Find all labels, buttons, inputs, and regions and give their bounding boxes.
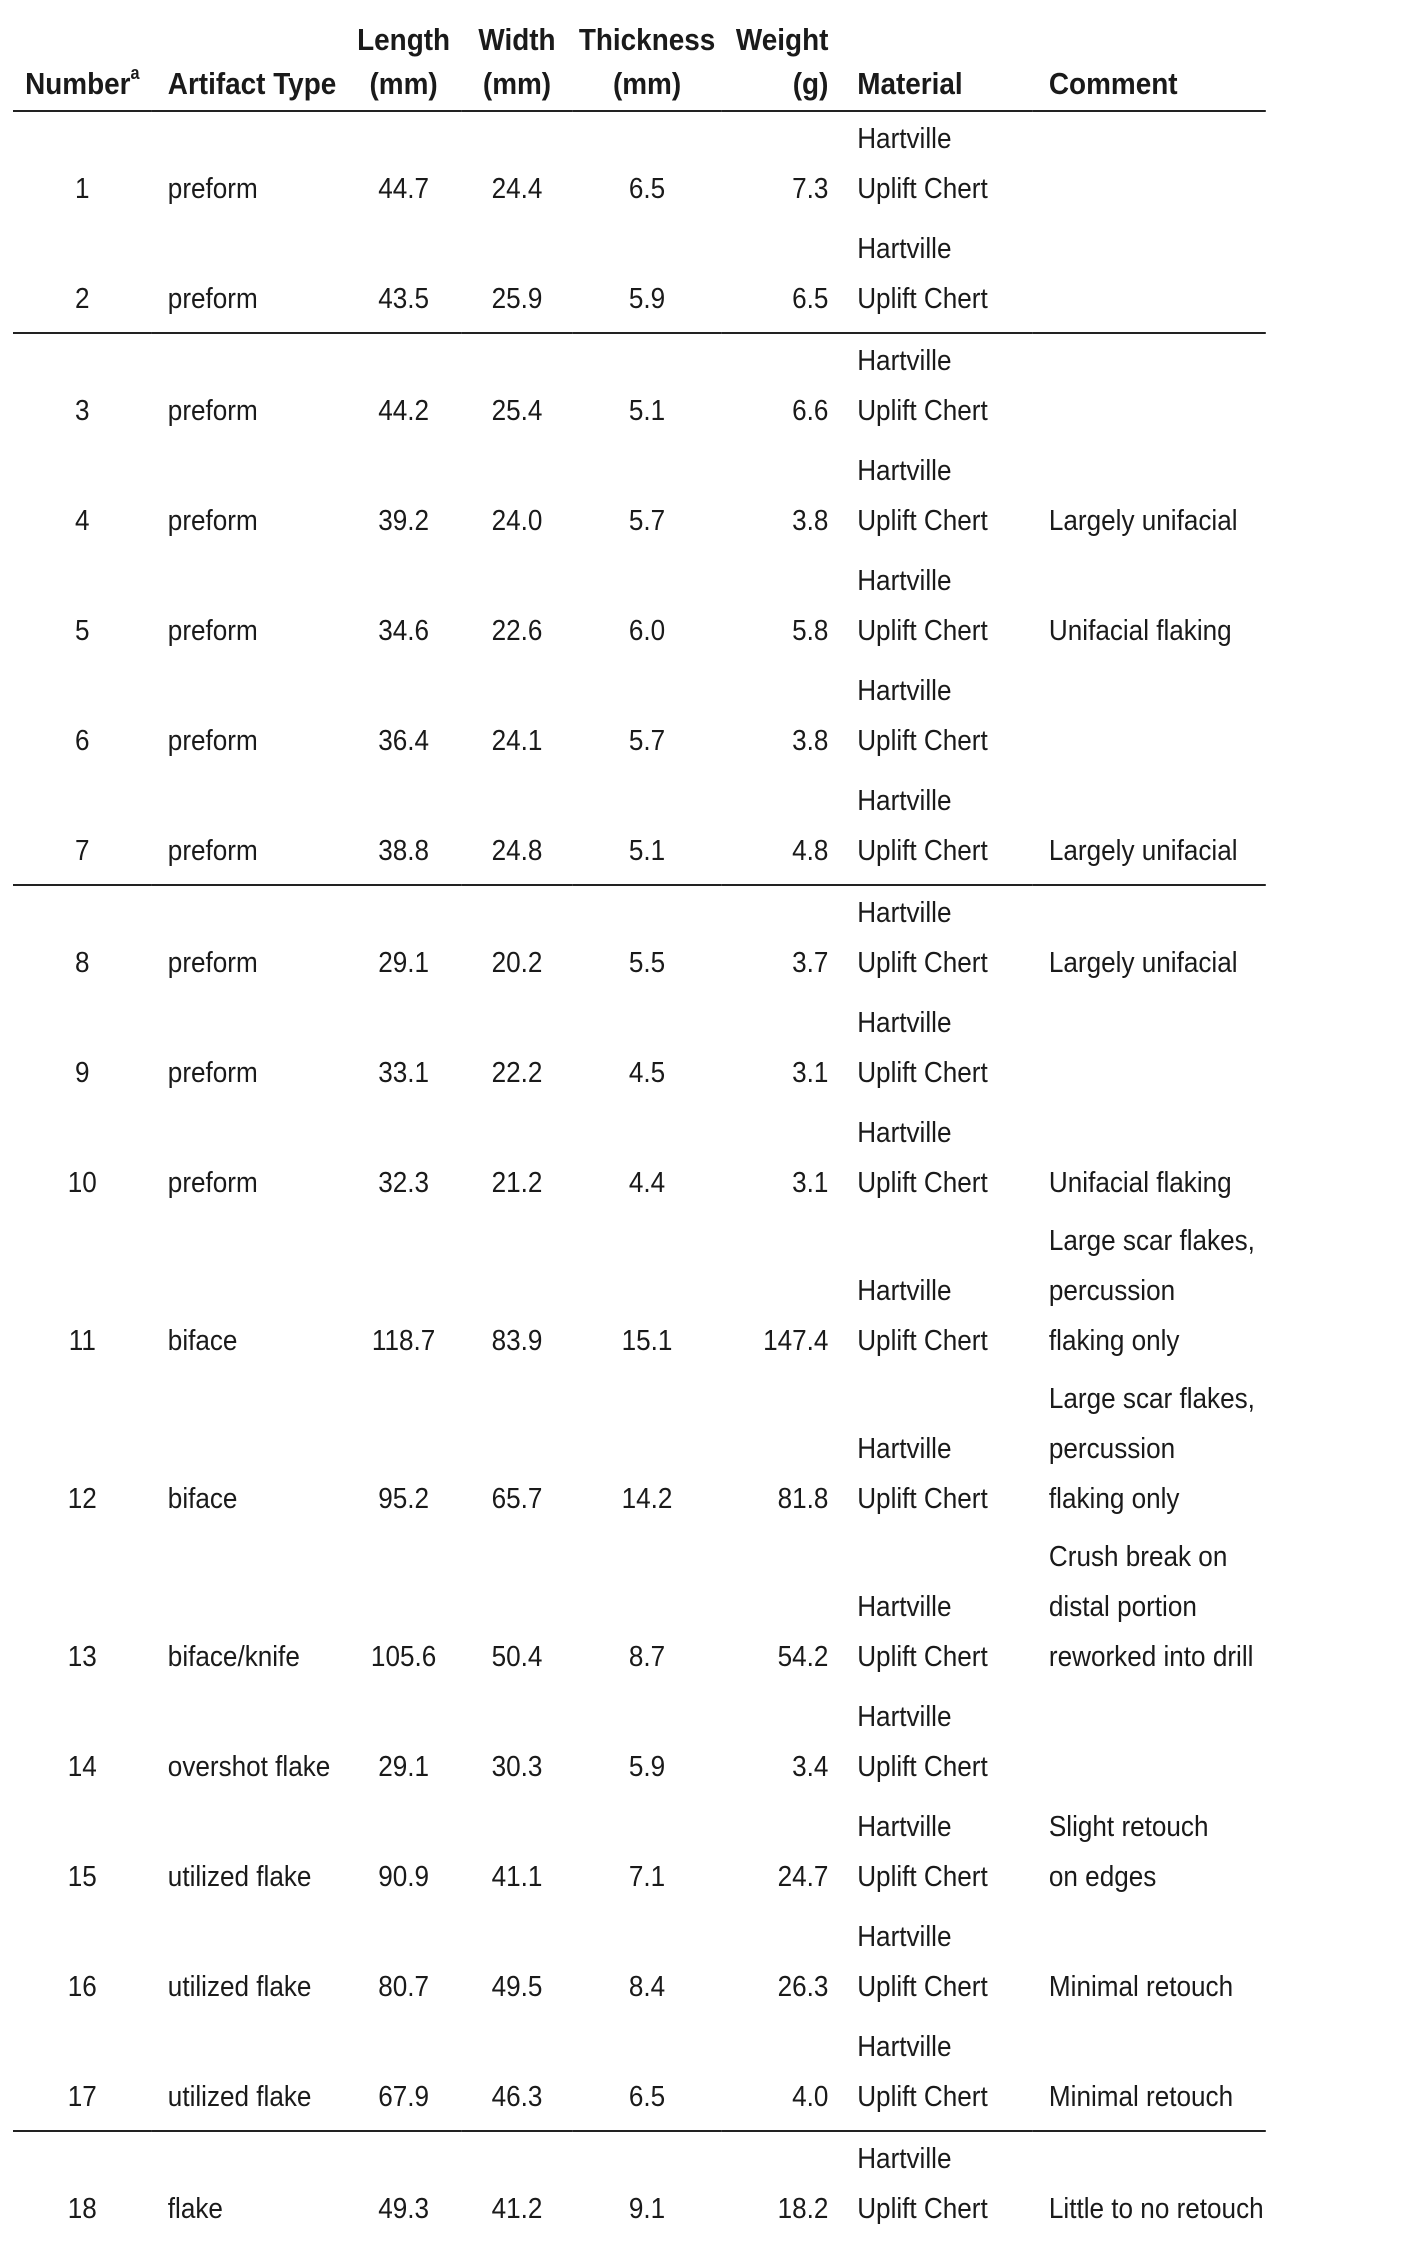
cell-thickness: 8.4: [628, 1971, 666, 2003]
cell-material: [841, 1690, 1033, 1800]
cell-number: 8: [75, 947, 90, 979]
material-line: Hartville: [857, 455, 952, 487]
cell-material: [841, 333, 1033, 444]
table-row: [13, 1690, 1266, 1800]
cell-artifact-type: biface/knife: [167, 1641, 300, 1673]
cell-weight: 18.2: [777, 2193, 829, 2225]
cell-comment: [1033, 111, 1266, 222]
cell-width: 24.0: [491, 505, 543, 537]
comment-line: Unifacial flaking: [1048, 615, 1232, 647]
cell-thickness: 5.9: [573, 222, 722, 333]
footnote-marker: a: [130, 62, 140, 83]
cell-comment: [1033, 222, 1266, 333]
cell-width: 22.6: [491, 615, 543, 647]
cell-width: 46.3: [461, 2020, 573, 2131]
cell-width: 22.2: [491, 1057, 543, 1089]
material-line: Uplift Chert: [857, 173, 988, 205]
table-row: [13, 2131, 1266, 2242]
material-line: Uplift Chert: [857, 725, 988, 757]
table-row: [13, 1216, 1266, 1374]
comment-line: Largely unifacial: [1048, 835, 1238, 867]
table-row: [13, 664, 1266, 774]
cell-number: 6: [75, 725, 90, 757]
header-artifact-type: Artifact Type: [152, 18, 346, 111]
cell-weight: 3.8: [792, 725, 829, 757]
table-row: [13, 2020, 1266, 2131]
material-line: Uplift Chert: [857, 835, 988, 867]
cell-weight: 147.4: [763, 1325, 829, 1357]
table-row: [13, 885, 1266, 996]
cell-artifact-type: utilized flake: [152, 2020, 346, 2131]
material-line: Hartville: [857, 233, 952, 265]
table-row: [13, 1800, 1266, 1910]
cell-material: [841, 996, 1033, 1106]
cell-width: 41.2: [491, 2193, 543, 2225]
cell-comment: [1033, 444, 1266, 554]
cell-weight: 3.7: [792, 947, 829, 979]
cell-weight: 3.1: [792, 1057, 829, 1089]
material-line: Hartville: [857, 565, 952, 597]
cell-material: [841, 1374, 1033, 1532]
material-line: Uplift Chert: [857, 2193, 988, 2225]
header-number: Number$^a$: [13, 18, 152, 111]
cell-comment: [1033, 774, 1266, 885]
cell-number: 10: [67, 1167, 97, 1199]
cell-comment: [1033, 554, 1266, 664]
cell-width: 49.5: [491, 1971, 543, 2003]
cell-comment: [1033, 2020, 1266, 2131]
table-row: [13, 996, 1266, 1106]
cell-material: [841, 1532, 1033, 1690]
cell-artifact-type: preform: [167, 947, 258, 979]
cell-artifact-type: preform: [167, 173, 258, 205]
material-line: Uplift Chert: [857, 1641, 988, 1673]
cell-comment: [1033, 1690, 1266, 1800]
material-line: Uplift Chert: [857, 395, 988, 427]
cell-comment: [1033, 1910, 1266, 2020]
cell-material: [841, 1106, 1033, 1216]
cell-thickness: 6.0: [628, 615, 666, 647]
cell-length: 33.1: [378, 1057, 429, 1089]
cell-thickness: 4.4: [628, 1167, 666, 1199]
material-line: Uplift Chert: [857, 1971, 988, 2003]
header-row: [13, 18, 1266, 111]
cell-number: 11: [68, 1325, 96, 1357]
cell-width: 30.3: [491, 1751, 543, 1783]
table-row: [13, 554, 1266, 664]
cell-thickness: 5.7: [628, 505, 666, 537]
cell-width: 20.2: [491, 947, 543, 979]
material-line: Hartville: [857, 1117, 952, 1149]
comment-line: Minimal retouch: [1048, 1971, 1234, 2003]
table-row: [13, 333, 1266, 444]
cell-material: [841, 111, 1033, 222]
material-line: Hartville: [857, 1007, 952, 1039]
material-line: Hartville: [857, 123, 952, 155]
comment-line: flaking only: [1048, 1325, 1180, 1357]
cell-artifact-type: preform: [167, 395, 258, 427]
cell-artifact-type: flake: [167, 2193, 223, 2225]
cell-weight: 4.8: [721, 774, 841, 885]
cell-thickness: 6.5: [573, 2020, 722, 2131]
material-line: Hartville: [857, 785, 952, 817]
cell-weight: 26.3: [777, 1971, 829, 2003]
table-row: [13, 1910, 1266, 2020]
table-body: [13, 111, 1266, 2242]
cell-material: [841, 554, 1033, 664]
cell-weight: 54.2: [777, 1641, 829, 1673]
cell-number: 3: [75, 395, 90, 427]
cell-thickness: 5.9: [628, 1751, 666, 1783]
cell-weight: 4.0: [721, 2020, 841, 2131]
cell-length: 29.1: [378, 947, 429, 979]
comment-line: Minimal retouch: [1048, 2081, 1234, 2113]
cell-material: [841, 885, 1033, 996]
cell-width: 24.4: [491, 173, 543, 205]
material-line: Uplift Chert: [857, 615, 988, 647]
cell-weight: 6.6: [792, 395, 829, 427]
comment-line: on edges: [1048, 1861, 1157, 1893]
material-line: Hartville: [857, 1275, 952, 1307]
material-line: Uplift Chert: [857, 947, 988, 979]
cell-width: 25.4: [491, 395, 543, 427]
cell-number: 13: [67, 1641, 97, 1673]
cell-length: 29.1: [378, 1751, 429, 1783]
comment-line: flaking only: [1048, 1483, 1180, 1515]
material-line: Uplift Chert: [857, 1861, 988, 1893]
cell-artifact-type: preform: [167, 615, 258, 647]
header-weight: Weight (g): [721, 18, 841, 111]
cell-width: 24.1: [491, 725, 543, 757]
cell-number: 2: [13, 222, 152, 333]
material-line: Uplift Chert: [857, 1057, 988, 1089]
cell-material: [841, 1800, 1033, 1910]
table-header: [13, 18, 1266, 111]
cell-length: 95.2: [378, 1483, 429, 1515]
comment-line: Large scar flakes,: [1048, 1383, 1255, 1415]
comment-line: reworked into drill: [1048, 1641, 1254, 1673]
table-row: [13, 1106, 1266, 1216]
cell-length: 43.5: [346, 222, 461, 333]
header-material: Material: [841, 18, 1033, 111]
cell-weight: 81.8: [777, 1483, 829, 1515]
cell-number: 7: [13, 774, 152, 885]
material-line: Hartville: [857, 2143, 952, 2175]
cell-thickness: 6.5: [628, 173, 666, 205]
cell-length: 105.6: [370, 1641, 437, 1673]
cell-length: 36.4: [378, 725, 429, 757]
cell-comment: [1033, 1374, 1266, 1532]
cell-thickness: 5.1: [573, 774, 722, 885]
comment-line: Crush break on: [1048, 1541, 1228, 1573]
cell-artifact-type: preform: [152, 774, 346, 885]
cell-material: [841, 2131, 1033, 2242]
cell-number: 14: [67, 1751, 97, 1783]
material-line: Uplift Chert: [857, 1325, 988, 1357]
cell-comment: [1033, 1216, 1266, 1374]
material-line: Hartville: [857, 1591, 952, 1623]
comment-line: distal portion: [1048, 1591, 1197, 1623]
cell-thickness: 8.7: [628, 1641, 666, 1673]
cell-length: 67.9: [346, 2020, 461, 2131]
cell-weight: 6.5: [721, 222, 841, 333]
table-row: [13, 1532, 1266, 1690]
cell-length: 49.3: [378, 2193, 429, 2225]
cell-width: 41.1: [491, 1861, 543, 1893]
cell-length: 90.9: [378, 1861, 429, 1893]
cell-length: 34.6: [378, 615, 429, 647]
cell-length: 39.2: [378, 505, 429, 537]
material-line: Hartville: [857, 2031, 952, 2063]
cell-length: 44.7: [378, 173, 429, 205]
comment-line: percussion: [1048, 1433, 1176, 1465]
comment-line: Slight retouch: [1048, 1811, 1209, 1843]
cell-width: 24.8: [461, 774, 573, 885]
cell-artifact-type: biface: [167, 1325, 238, 1357]
comment-line: Little to no retouch: [1048, 2193, 1264, 2225]
table-row: [13, 111, 1266, 222]
material-line: Uplift Chert: [857, 283, 988, 315]
material-line: Uplift Chert: [857, 505, 988, 537]
material-line: Uplift Chert: [857, 1483, 988, 1515]
material-line: Uplift Chert: [857, 1167, 988, 1199]
cell-width: 50.4: [491, 1641, 543, 1673]
cell-thickness: 5.5: [628, 947, 666, 979]
cell-length: 44.2: [378, 395, 429, 427]
material-line: Uplift Chert: [857, 1751, 988, 1783]
cell-artifact-type: preform: [167, 1167, 258, 1199]
cell-material: [841, 664, 1033, 774]
table-row: [13, 222, 1266, 333]
material-line: Hartville: [857, 1701, 952, 1733]
cell-number: 16: [67, 1971, 97, 2003]
cell-width: 65.7: [491, 1483, 543, 1515]
cell-thickness: 9.1: [628, 2193, 666, 2225]
comment-line: Unifacial flaking: [1048, 1167, 1232, 1199]
cell-artifact-type: preform: [167, 725, 258, 757]
cell-material: [841, 774, 1033, 885]
cell-comment: [1033, 996, 1266, 1106]
cell-thickness: 7.1: [628, 1861, 666, 1893]
comment-line: Large scar flakes,: [1048, 1225, 1255, 1257]
table-row: [13, 444, 1266, 554]
comment-line: Largely unifacial: [1048, 947, 1238, 979]
cell-material: [841, 2020, 1033, 2131]
cell-comment: [1033, 2131, 1266, 2242]
cell-width: 83.9: [491, 1325, 543, 1357]
cell-material: [841, 1910, 1033, 2020]
comment-line: percussion: [1048, 1275, 1176, 1307]
table-row: [13, 1374, 1266, 1532]
cell-length: 32.3: [378, 1167, 429, 1199]
material-line: Hartville: [857, 1921, 952, 1953]
cell-thickness: 5.1: [628, 395, 666, 427]
cell-number: 12: [67, 1483, 97, 1515]
cell-number: 15: [67, 1861, 97, 1893]
cell-weight: 7.3: [792, 173, 829, 205]
cell-material: [841, 222, 1033, 333]
cell-number: 5: [75, 615, 90, 647]
cell-artifact-type: preform: [167, 505, 258, 537]
cell-weight: 3.1: [792, 1167, 829, 1199]
comment-line: Largely unifacial: [1048, 505, 1238, 537]
cell-comment: [1033, 664, 1266, 774]
header-length: Length (mm): [346, 18, 461, 111]
material-line: Hartville: [857, 1433, 952, 1465]
cell-number: 4: [75, 505, 90, 537]
cell-comment: [1033, 885, 1266, 996]
header-comment: Comment: [1033, 18, 1266, 111]
cell-artifact-type: utilized flake: [167, 1971, 312, 2003]
material-line: Hartville: [857, 675, 952, 707]
material-line: Uplift Chert: [857, 2081, 988, 2113]
cell-artifact-type: biface: [167, 1483, 238, 1515]
cell-comment: [1033, 1106, 1266, 1216]
cell-comment: [1033, 1532, 1266, 1690]
cell-weight: 24.7: [777, 1861, 829, 1893]
cell-weight: 5.8: [792, 615, 829, 647]
cell-artifact-type: utilized flake: [167, 1861, 312, 1893]
material-line: Hartville: [857, 897, 952, 929]
cell-width: 25.9: [461, 222, 573, 333]
cell-number: 17: [13, 2020, 152, 2131]
cell-number: 18: [67, 2193, 97, 2225]
cell-weight: 3.4: [792, 1751, 829, 1783]
cell-width: 21.2: [491, 1167, 543, 1199]
cell-length: 38.8: [346, 774, 461, 885]
cell-length: 118.7: [371, 1325, 436, 1357]
cell-comment: [1033, 333, 1266, 444]
cell-comment: [1033, 1800, 1266, 1910]
cell-length: 80.7: [378, 1971, 429, 2003]
cell-number: 9: [75, 1057, 90, 1089]
cell-artifact-type: preform: [167, 1057, 258, 1089]
header-thickness: Thickness (mm): [573, 18, 722, 111]
header-width: Width (mm): [461, 18, 573, 111]
cell-material: [841, 1216, 1033, 1374]
material-line: Hartville: [857, 1811, 952, 1843]
material-line: Hartville: [857, 345, 952, 377]
cell-thickness: 14.2: [621, 1483, 673, 1515]
cell-number: 1: [75, 173, 90, 205]
cell-thickness: 4.5: [628, 1057, 666, 1089]
table-row: [13, 774, 1266, 885]
cell-weight: 3.8: [792, 505, 829, 537]
cell-artifact-type: preform: [152, 222, 346, 333]
cell-material: [841, 444, 1033, 554]
cell-thickness: 5.7: [628, 725, 666, 757]
cell-thickness: 15.1: [621, 1325, 673, 1357]
artifact-table: [13, 18, 1266, 2242]
cell-artifact-type: overshot flake: [167, 1751, 331, 1783]
